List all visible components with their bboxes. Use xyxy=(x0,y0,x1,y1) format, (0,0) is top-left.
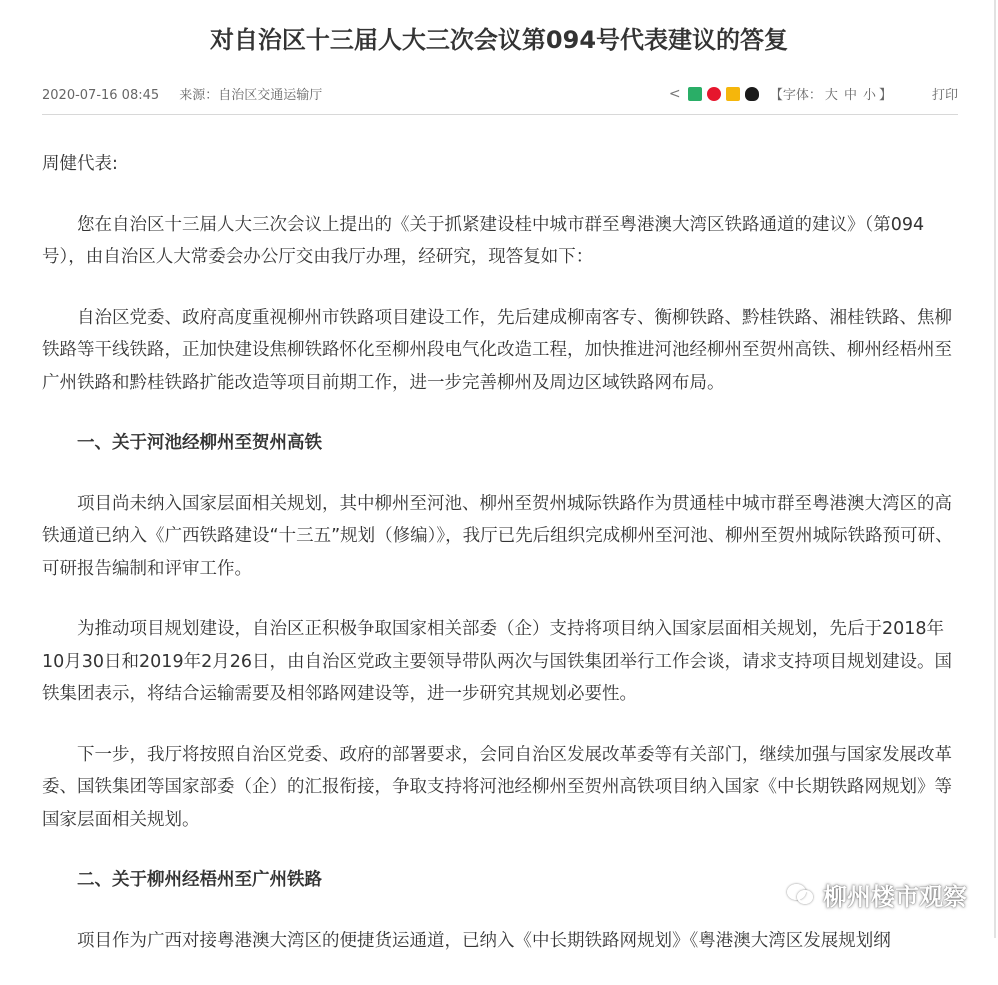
font-medium-link[interactable]: 中 xyxy=(843,88,857,103)
font-size-label-open: 【字体： xyxy=(769,88,822,103)
wechat-watermark-icon xyxy=(787,884,813,904)
greeting: 周健代表: xyxy=(42,154,118,174)
meta-left xyxy=(42,84,338,103)
qzone-icon[interactable] xyxy=(726,87,740,101)
paragraph-3: 项目尚未纳入国家层面相关规划，其中柳州至河池、柳州至贺州城际铁路作为贯通桂中城市群至粤港澳大湾区的高铁通道已纳入《广西铁路建设“十三五”规划（修编）》，我厅已先后组织完成柳州至河池、柳州至贺州城际铁路预可研、可研报告编制和评审工作。 xyxy=(42,493,953,579)
publish-date: 2020-07-16 08:45 xyxy=(42,88,160,103)
article-meta xyxy=(42,84,958,106)
font-size-label-close: 】 xyxy=(878,88,892,103)
font-large-link[interactable]: 大 xyxy=(824,88,838,103)
paragraph-6: 项目作为广西对接粤港澳大湾区的便捷货运通道，已纳入《中长期铁路网规划》《粤港澳大湾区发展规划纲 xyxy=(77,930,891,951)
weibo-icon[interactable] xyxy=(707,87,721,101)
print-link[interactable]: 打印 xyxy=(931,88,958,103)
paragraph-1: 您在自治区十三届人大三次会议上提出的《关于抓紧建设桂中城市群至粤港澳大湾区铁路通道的建议》（第094号），由自治区人大常委会办公厅交由我厅办理，经研究，现答复如下： xyxy=(42,214,925,267)
page-title: 对自治区十三届人大三次会议第094号代表建议的答复 xyxy=(209,26,789,54)
paragraph-4: 为推动项目规划建设，自治区正积极争取国家相关部委（企）支持将项目纳入国家层面相关规划，先后于2018年10月30日和2019年2月26日，由自治区党政主要领导带队两次与国铁集团举行工作会谈，请求支持项目规划建设。国铁集团表示，将结合运输需要及相邻路网建设等，进一步研究其规划必要性。 xyxy=(42,619,952,704)
paragraph-5: 下一步，我厅将按照自治区党委、政府的部署要求，会同自治区发展改革委等有关部门，继续加强与国家发展改革委、国铁集团等国家部委（企）的汇报衔接，争取支持将河池经柳州至贺州高铁项目纳入国家《中长期铁路网规划》等国家层面相关规划。 xyxy=(42,744,952,830)
article-body xyxy=(42,148,962,985)
qq-icon[interactable] xyxy=(745,87,759,101)
meta-divider xyxy=(42,114,958,115)
article-source: 来源：自治区交通运输厅 xyxy=(179,88,323,103)
wechat-icon[interactable] xyxy=(688,87,702,101)
font-small-link[interactable]: 小 xyxy=(862,88,876,103)
section-heading-1: 一、关于河池经柳州至贺州高铁 xyxy=(77,433,322,453)
meta-toolbar xyxy=(669,84,958,103)
section-heading-2: 二、关于柳州经梧州至广州铁路 xyxy=(77,870,322,890)
paragraph-2: 自治区党委、政府高度重视柳州市铁路项目建设工作，先后建成柳南客专、衡柳铁路、黔桂铁路、湘桂铁路、焦柳铁路等干线铁路，正加快建设焦柳铁路怀化至柳州段电气化改造工程，加快推进河池经柳州至贺州高铁、柳州经梧州至广州铁路和黔桂铁路扩能改造等项目前期工作，进一步完善柳州及周边区域铁路网布局。 xyxy=(42,307,952,393)
share-icon[interactable]: < xyxy=(668,85,681,102)
watermark-text: 柳州楼市观察 xyxy=(823,882,967,911)
font-size-controls xyxy=(770,84,892,103)
watermark xyxy=(787,874,967,914)
window-right-border xyxy=(994,0,996,938)
